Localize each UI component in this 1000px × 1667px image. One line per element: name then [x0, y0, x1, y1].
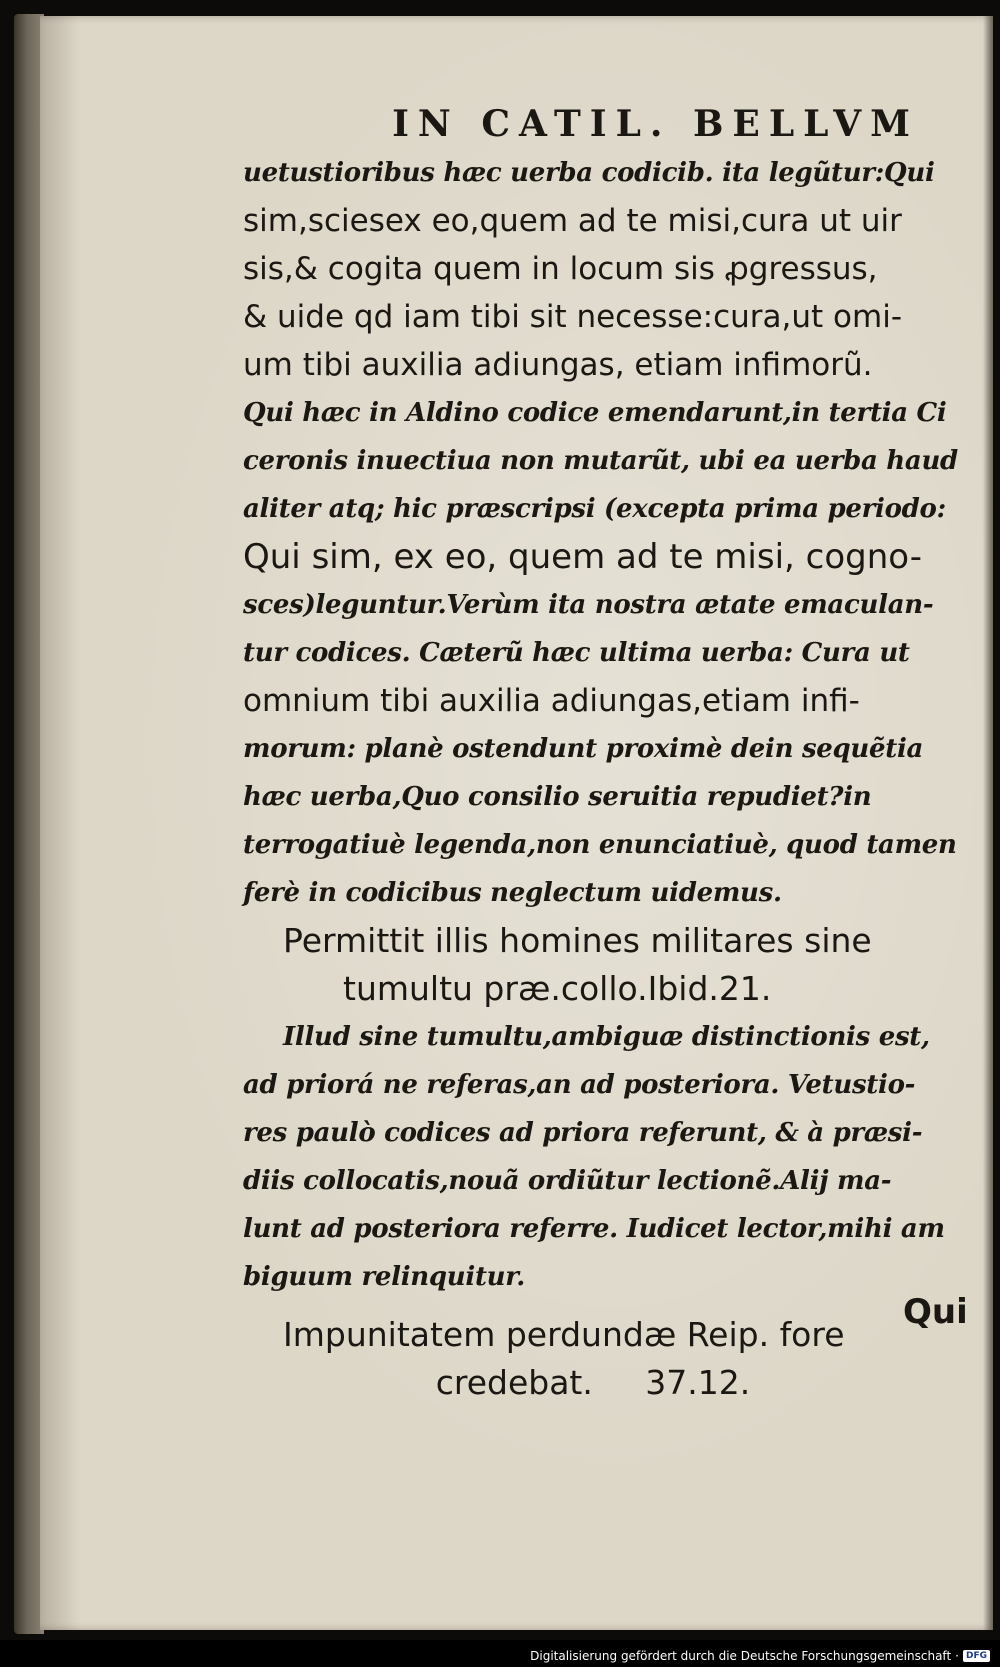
text-line: tur codices. Cæterũ hæc ultima uerba: Cura ut [243, 638, 910, 668]
text-line: uetustioribus hæc uerba codicib. ita legũtur:Qui [243, 158, 935, 188]
text-line: aliter atq; hic præscripsi (excepta prima periodo: [243, 494, 946, 524]
text-line: sim,sciesex eo,quem ad te misi,cura ut uir [243, 203, 902, 239]
text-line: Qui sim, ex eo, quem ad te misi, cogno- [243, 537, 922, 577]
dfg-logo: DFG [963, 1650, 990, 1662]
text-line: hæc uerba,Quo consilio seruitia repudiet?in [243, 782, 872, 812]
text-line: terrogatiuè legenda,non enunciatiuè, quod tamen [243, 830, 957, 860]
text-block [243, 101, 958, 1407]
text-line: res paulò codices ad priora referunt, & à præsi- [243, 1118, 923, 1148]
text-line: morum: planè ostendunt proximè dein sequẽtia [243, 734, 924, 764]
text-line: ceronis inuectiua non mutarũt, ubi ea uerba haud [243, 446, 958, 476]
lemma-line: tumultu præ.collo.Ibid.21. [343, 969, 772, 1008]
footer-text: Digitalisierung gefördert durch die Deutsche Forschungsgemeinschaft [530, 1649, 952, 1663]
text-line: diis collocatis,nouã ordiũtur lectionẽ.Alij ma- [243, 1166, 892, 1196]
text-line: sis,& cogita quem in locum sis ꝓgressus, [243, 251, 878, 287]
text-line: & uide qd iam tibi sit necesse:cura,ut omi- [243, 299, 903, 335]
page-edge-shadow [983, 16, 993, 1630]
text-line: lunt ad posteriora referre. Iudicet lector,mihi am [243, 1214, 945, 1244]
lemma-line: Permittit illis homines militares sine [283, 921, 872, 960]
text-line: ad priorá ne referas,an ad posteriora. Vetustio- [243, 1070, 916, 1100]
lemma-line: credebat. 37.12. [435, 1363, 751, 1402]
text-line: um tibi auxilia adiungas, etiam infimorũ. [243, 347, 873, 383]
lemma-line: Impunitatem perdundæ Reip. fore [283, 1315, 845, 1354]
text-line: Qui hæc in Aldino codice emendarunt,in tertia Ci [243, 398, 947, 428]
text-line: omnium tibi auxilia adiungas,etiam infi- [243, 683, 860, 719]
running-head: IN CATIL. BELLVM [392, 103, 919, 145]
text-line: ferè in codicibus neglectum uidemus. [243, 878, 782, 908]
text-line: biguum relinquitur. [243, 1262, 526, 1292]
text-line: sces)leguntur.Verùm ita nostra ætate emaculan- [243, 590, 934, 620]
catchword: Qui [903, 1292, 968, 1332]
text-line: Illud sine tumultu,ambiguæ distinctionis est, [283, 1022, 930, 1052]
digitization-footer: Digitalisierung gefördert durch die Deutsche Forschungsgemeinschaft · DFG [530, 1647, 990, 1665]
